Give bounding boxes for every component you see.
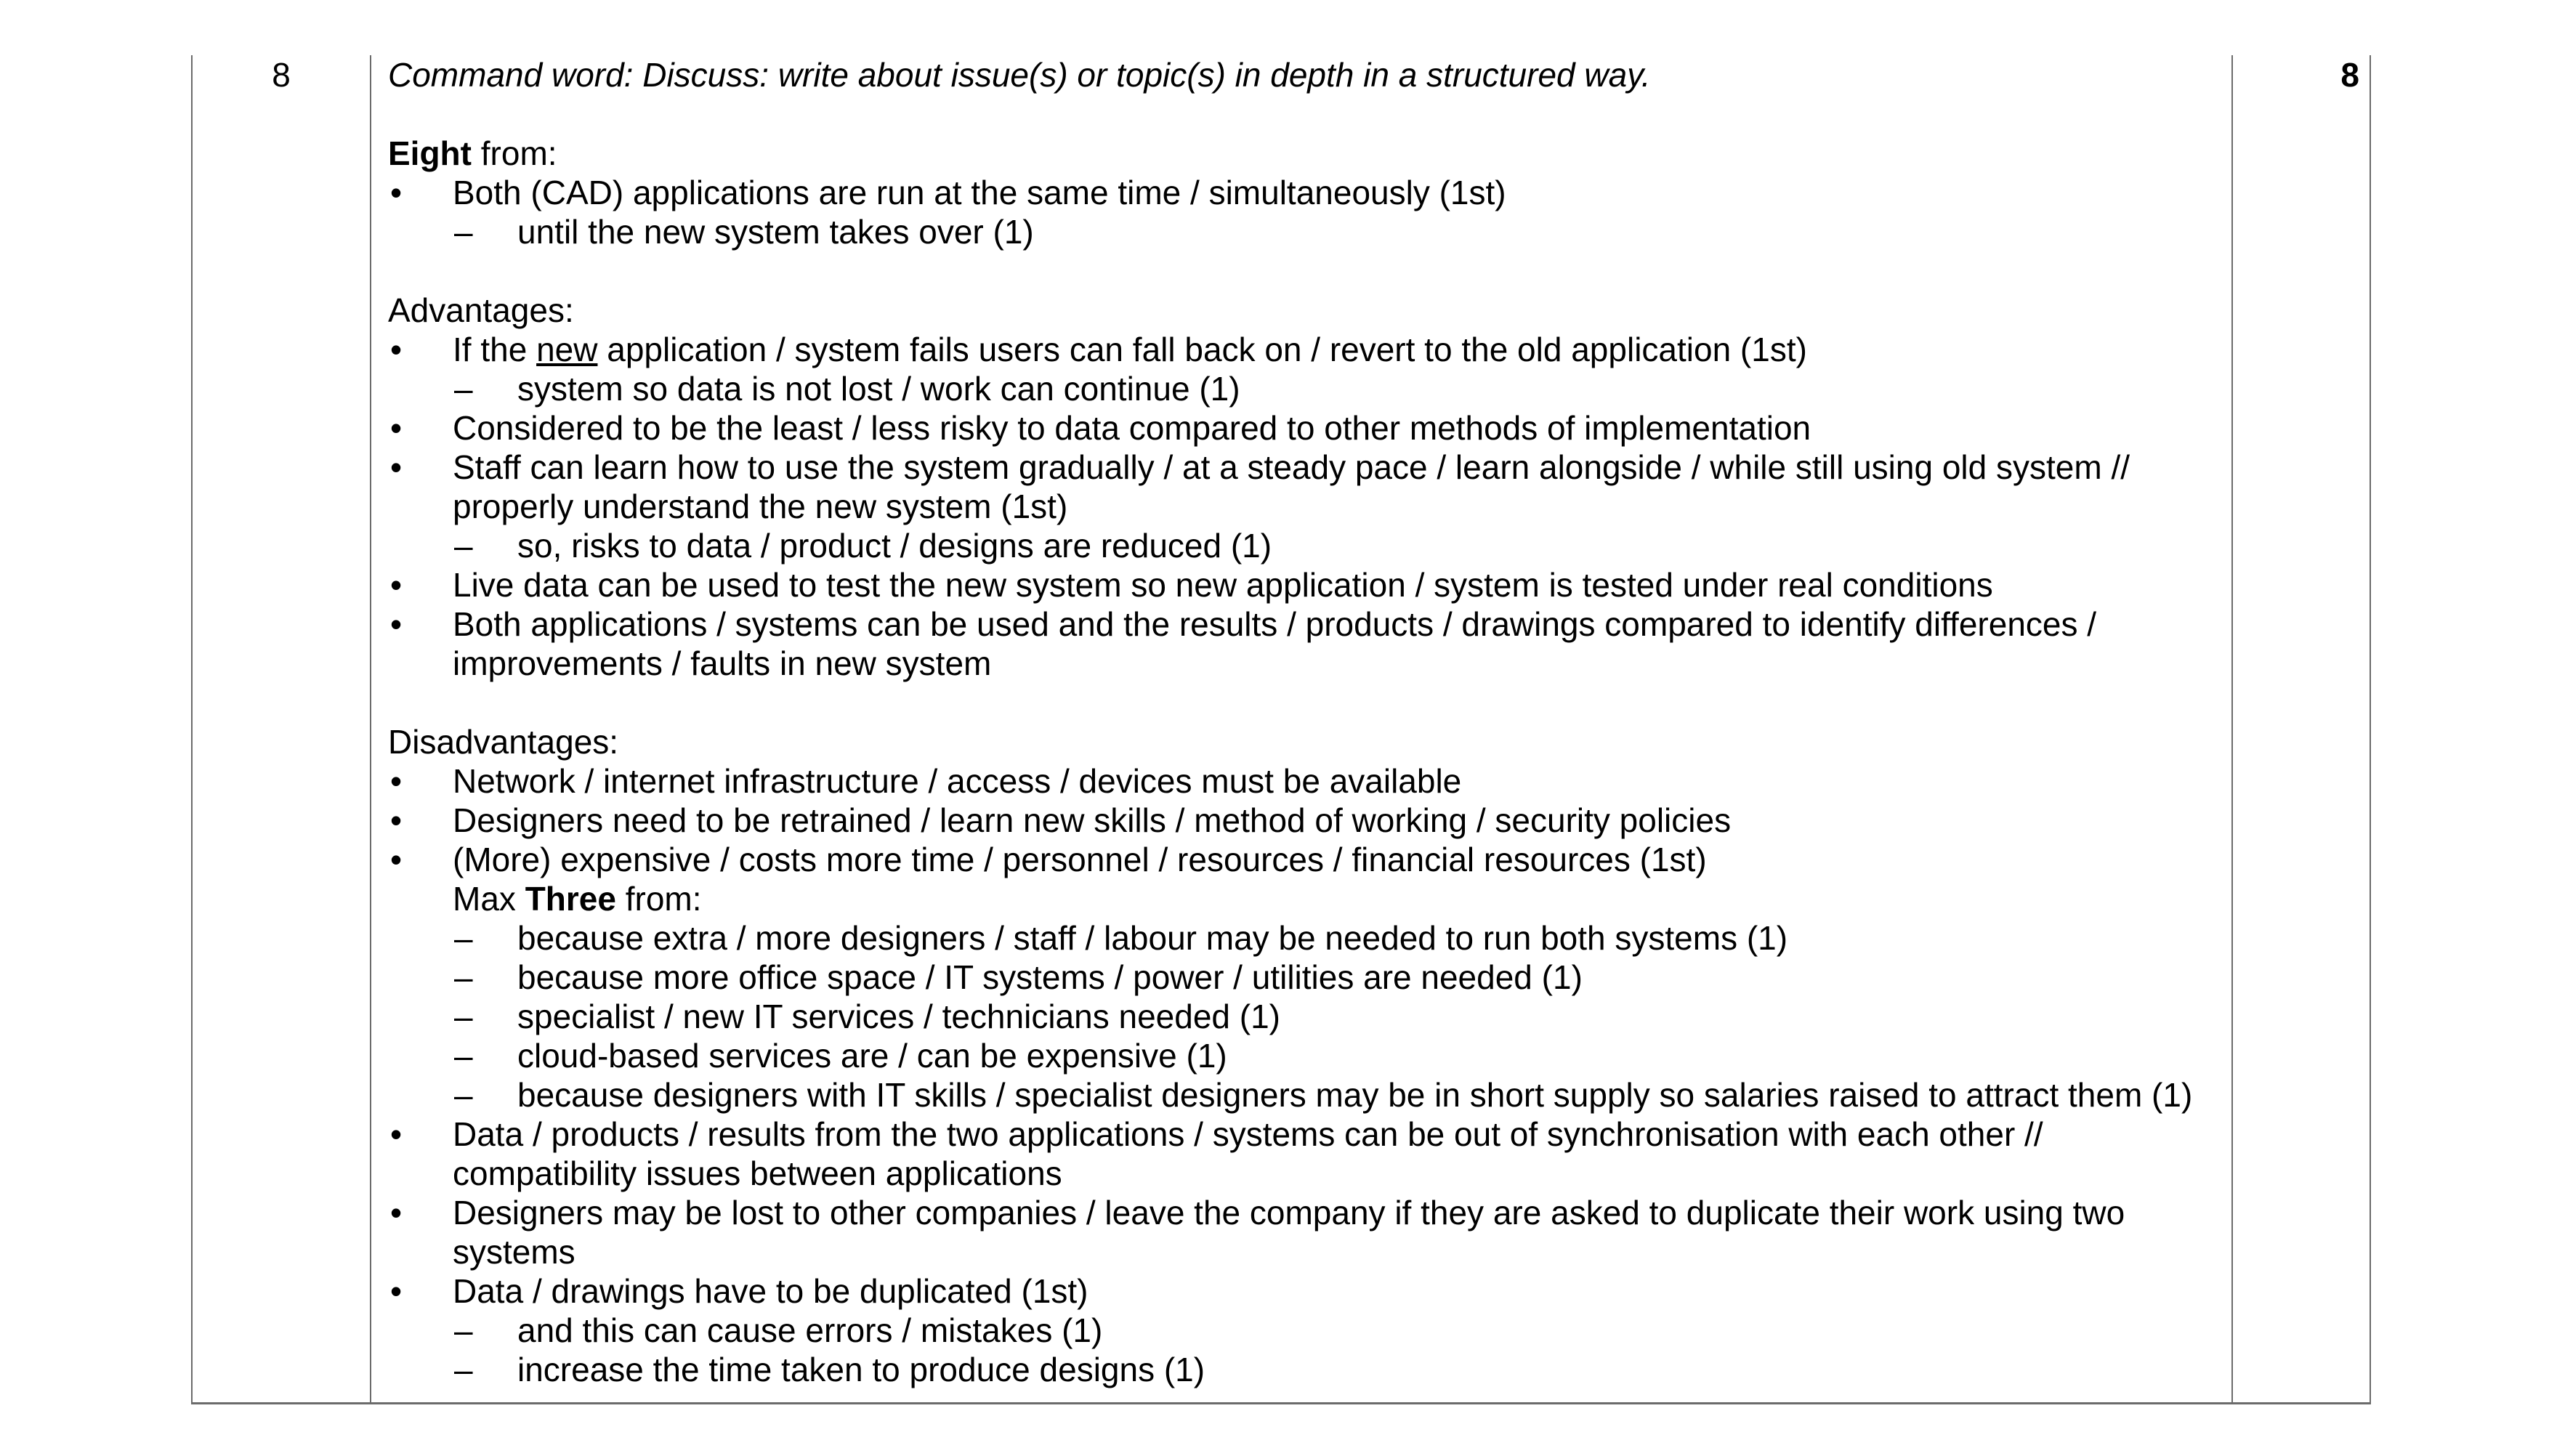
- advantages-list: [388, 330, 2217, 683]
- list-item: [388, 448, 2217, 565]
- list-item: • Live data can be used to test the new system so new application / system is tested under real conditions: [388, 565, 2217, 604]
- list-item: • Both applications / systems can be used and the results / products / drawings compared to identify differences / improvements / faults in new system: [388, 604, 2217, 683]
- intro-rest: from:: [471, 134, 557, 172]
- question-number: 8: [272, 56, 291, 94]
- list-item: [388, 1271, 2217, 1389]
- list-item: • Network / internet infrastructure / access / devices must be available: [388, 761, 2217, 801]
- advantages-heading: Advantages:: [388, 291, 574, 329]
- list-item: [388, 173, 2217, 251]
- list-item: • Designers may be lost to other companies / leave the company if they are asked to duplicate their work using two systems: [388, 1193, 2217, 1271]
- command-word: Command word: Discuss: write about issue(s) or topic(s) in depth in a structured way.: [388, 56, 1651, 94]
- sub-list: [453, 369, 2217, 408]
- sub-list: [453, 918, 2217, 1115]
- list-item: [388, 330, 2217, 408]
- max-label-pre: Max: [453, 880, 525, 918]
- sub-item: – cloud-based services are / can be expensive (1): [453, 1036, 2217, 1075]
- point-text-post: application / system fails users can fall back on / revert to the old application (1st): [597, 331, 1807, 368]
- sub-item: – and this can cause errors / mistakes (1): [453, 1311, 2217, 1350]
- sub-item: – specialist / new IT services / technicians needed (1): [453, 997, 2217, 1036]
- intro-list: [388, 173, 2217, 251]
- sub-item: – increase the time taken to produce designs (1): [453, 1350, 2217, 1389]
- sub-item: – because extra / more designers / staff / labour may be needed to run both systems (1): [453, 918, 2217, 958]
- marks-value: 8: [2340, 56, 2359, 94]
- sub-item: – so, risks to data / product / designs are reduced (1): [453, 526, 2217, 565]
- point-text: Data / drawings have to be duplicated (1st): [453, 1272, 1088, 1310]
- answer-cell: [371, 55, 2232, 1404]
- point-text: (More) expensive / costs more time / personnel / resources / financial resources (1st): [453, 841, 1707, 878]
- intro-point: Both (CAD) applications are run at the same time / simultaneously (1st): [453, 174, 1506, 211]
- intro-bold: Eight: [388, 134, 472, 172]
- disadvantages-heading: Disadvantages:: [388, 723, 619, 761]
- intro-line: [388, 134, 2217, 173]
- max-label: [453, 879, 2217, 918]
- mark-scheme-table: [191, 55, 2371, 1404]
- list-item: • Considered to be the least / less risky to data compared to other methods of implementation: [388, 408, 2217, 448]
- sub-list: [453, 1311, 2217, 1389]
- point-text-pre: If the: [453, 331, 537, 368]
- sub-item: – because more office space / IT systems / power / utilities are needed (1): [453, 958, 2217, 997]
- list-item: • Data / products / results from the two applications / systems can be out of synchronisation with each other // compatibility issues between applications: [388, 1115, 2217, 1193]
- sub-item: – system so data is not lost / work can continue (1): [453, 369, 2217, 408]
- disadvantages-list: [388, 761, 2217, 1389]
- question-number-cell: [192, 55, 371, 1404]
- sub-item: – until the new system takes over (1): [453, 212, 2217, 251]
- table-row: [192, 55, 2370, 1404]
- sub-item: – because designers with IT skills / specialist designers may be in short supply so salaries raised to attract them (1): [453, 1075, 2217, 1115]
- list-item: [388, 840, 2217, 1115]
- max-label-bold: Three: [525, 880, 616, 918]
- marks-cell: [2232, 55, 2370, 1404]
- point-text: Staff can learn how to use the system gradually / at a steady pace / learn alongside / while still using old system // properly understand the new system (1st): [453, 448, 2130, 525]
- max-label-post: from:: [615, 880, 702, 918]
- sub-list: [453, 212, 2217, 251]
- sub-list: [453, 526, 2217, 565]
- list-item: • Designers need to be retrained / learn new skills / method of working / security policies: [388, 801, 2217, 840]
- underlined-word: new: [536, 331, 598, 368]
